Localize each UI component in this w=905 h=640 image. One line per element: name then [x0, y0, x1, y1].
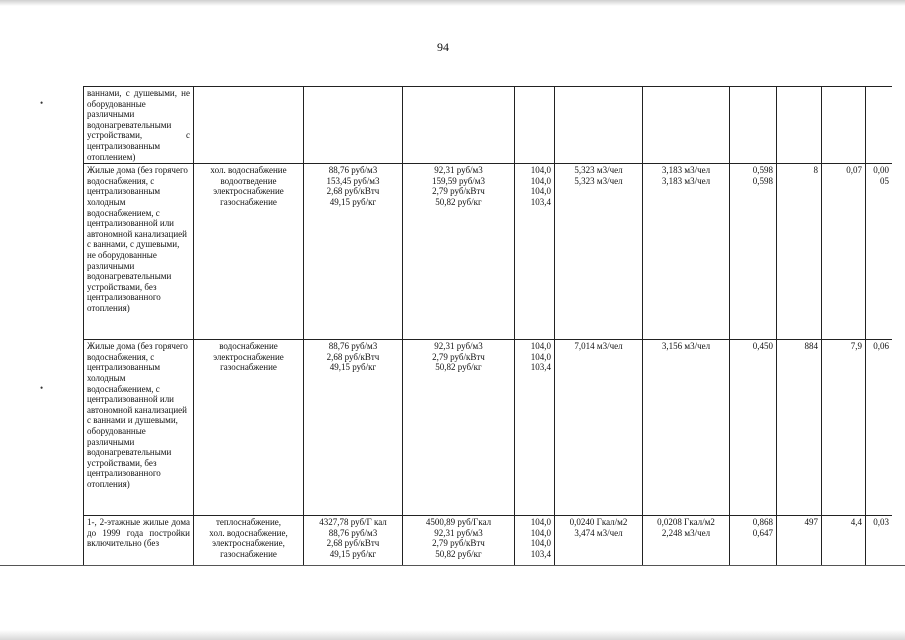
cell-line: 3,156 м3/чел: [661, 341, 711, 352]
cell-line: 0,0240 Гкал/м2: [569, 517, 628, 528]
cell-line: 104,0: [530, 165, 551, 176]
cell-line: 4500,89 руб/Гкал: [425, 517, 492, 528]
cell-line: 0,598: [752, 165, 773, 176]
cell-line: 2,68 руб/кВтч: [326, 351, 380, 362]
cell-value-2: 0,00 05: [866, 164, 893, 340]
cell-description: Жилые дома (без горячего водоснабжения, с централизованным холодным водоснабжением, с централизованной или автономной канализацией с ваннами и душевыми, оборудованные различными водонагревательными устройствами, без централизованного отопления): [84, 340, 194, 516]
cell-line: электроснабжение: [213, 186, 284, 197]
cell-line: 104,0: [530, 341, 551, 352]
cell-description: ваннами, с душевыми, не оборудованные различными водонагревательными устройствами, с централизованным отоплением): [84, 87, 194, 164]
cell-norm-2: [643, 516, 730, 565]
cell-line: 104,0: [530, 175, 551, 186]
cell-count: 8: [777, 164, 822, 340]
cell-count: 884: [777, 340, 822, 516]
cell-line: 5,323 м3/чел: [574, 175, 623, 186]
cell-norm-1: [555, 516, 643, 565]
cell-line: 104,0: [530, 186, 551, 197]
cell-line: 103,4: [530, 196, 551, 207]
cell-value-2: 0,06: [866, 340, 893, 516]
cell-line: 92,31 руб/м3: [434, 527, 483, 538]
table-row: [84, 87, 893, 164]
cell-line: 104,0: [530, 538, 551, 549]
cell-tariff-new: [403, 340, 515, 516]
cell-line: 103,4: [530, 362, 551, 373]
cell-description: Жилые дома (без горячего водоснабжения, с централизованным холодным водоснабжением, с централизованной или автономной канализацией с ваннами, с душевыми, не оборудованные различными водонагревательными устройствами, без централизованного отопления): [84, 164, 194, 340]
table-body: [84, 87, 893, 566]
tariff-table-container: [83, 86, 892, 565]
cell-line: 3,183 м3/чел: [661, 175, 711, 186]
cell-line: газоснабжение: [220, 548, 277, 559]
cell-line: 0,450: [752, 341, 773, 352]
cell-line: 2,79 руб/кВтч: [432, 351, 485, 362]
cell-line: 88,76 руб/м3: [328, 341, 378, 352]
cell-index: [515, 164, 555, 340]
cell-line: 104,0: [530, 517, 551, 528]
cell-line: 2,248 м3/чел: [661, 527, 711, 538]
cell-value-2: [866, 87, 893, 164]
cell-line: 153,45 руб/м3: [326, 175, 380, 186]
cell-norm-2: [643, 87, 730, 164]
cell-line: 3,474 м3/чел: [574, 527, 623, 538]
cell-description: 1-, 2-этажные жилые дома до 1999 года постройки включительно (без: [84, 516, 194, 565]
cell-line: 2,79 руб/кВтч: [432, 538, 485, 549]
table-row: [84, 340, 893, 516]
cell-line: 3,183 м3/чел: [661, 165, 711, 176]
cell-tariff-old: [304, 340, 403, 516]
page-number: 94: [437, 40, 449, 54]
cell-line: 88,76 руб/м3: [328, 527, 378, 538]
cell-tariff-new: [403, 164, 515, 340]
cell-value-1: 4,4: [822, 516, 866, 565]
cell-index: [515, 516, 555, 565]
cell-line: теплоснабжение,: [215, 517, 282, 528]
cell-count: [777, 87, 822, 164]
cell-line: 104,0: [530, 351, 551, 362]
cell-line: хол. водоснабжение: [210, 165, 287, 176]
cell-index: [515, 340, 555, 516]
cell-count: 497: [777, 516, 822, 565]
cell-coefficient: [730, 87, 777, 164]
cell-services: [194, 340, 304, 516]
cell-norm-2: [643, 164, 730, 340]
cell-line: 2,68 руб/кВтч: [326, 538, 380, 549]
cell-coefficient: [730, 516, 777, 565]
cell-line: 7,014 м3/чел: [574, 341, 623, 352]
cell-line: 92,31 руб/м3: [434, 165, 483, 176]
cell-line: 4327,78 руб/Г кал: [319, 517, 387, 528]
cell-value-1: 0,07: [822, 164, 866, 340]
cell-index: [515, 87, 555, 164]
cell-line: 2,68 руб/кВтч: [326, 186, 380, 197]
scan-edge-bottom: [0, 630, 905, 640]
margin-mark: •: [40, 383, 44, 393]
cell-value-2: 0,03: [866, 516, 893, 565]
cell-norm-2: [643, 340, 730, 516]
cell-line: 2,79 руб/кВтч: [432, 186, 485, 197]
margin-mark: •: [40, 98, 44, 108]
cell-line: 104,0: [530, 527, 551, 538]
page-rule: [0, 565, 905, 566]
cell-line: 159,59 руб/м3: [431, 175, 486, 186]
cell-line: газоснабжение: [220, 362, 277, 373]
cell-tariff-old: [304, 516, 403, 565]
cell-line: 49,15 руб/кг: [329, 362, 377, 373]
cell-line: газоснабжение: [220, 196, 277, 207]
tariff-table: [83, 86, 892, 565]
cell-line: 0,598: [752, 175, 773, 186]
cell-line: 5,323 м3/чел: [574, 165, 623, 176]
table-row: [84, 516, 893, 565]
cell-tariff-old: [304, 87, 403, 164]
cell-services: [194, 516, 304, 565]
cell-line: водоотведение: [220, 175, 277, 186]
scan-edge-top: [0, 0, 905, 6]
cell-line: 92,31 руб/м3: [434, 341, 483, 352]
cell-services: [194, 87, 304, 164]
cell-line: электроснабжение: [213, 351, 284, 362]
cell-tariff-new: [403, 516, 515, 565]
cell-line: 0,868: [752, 517, 773, 528]
cell-norm-1: [555, 87, 643, 164]
cell-norm-1: [555, 340, 643, 516]
cell-line: 49,15 руб/кг: [329, 196, 377, 207]
cell-tariff-new: [403, 87, 515, 164]
cell-line: водоснабжение: [219, 341, 278, 352]
cell-services: [194, 164, 304, 340]
cell-line: 50,82 руб/кг: [435, 196, 482, 207]
table-row: [84, 164, 893, 340]
cell-line: 88,76 руб/м3: [328, 165, 378, 176]
cell-line: 103,4: [530, 548, 551, 559]
cell-line: 0,647: [752, 527, 773, 538]
cell-coefficient: [730, 164, 777, 340]
cell-line: 50,82 руб/кг: [435, 548, 482, 559]
cell-line: 49,15 руб/кг: [329, 548, 377, 559]
cell-value-1: 7,9: [822, 340, 866, 516]
cell-line: 50,82 руб/кг: [435, 362, 482, 373]
cell-tariff-old: [304, 164, 403, 340]
cell-norm-1: [555, 164, 643, 340]
cell-line: электроснабжение,: [212, 538, 285, 549]
cell-line: 0,0208 Гкал/м2: [657, 517, 715, 528]
cell-line: хол. водоснабжение,: [209, 527, 288, 538]
cell-coefficient: [730, 340, 777, 516]
cell-value-1: [822, 87, 866, 164]
